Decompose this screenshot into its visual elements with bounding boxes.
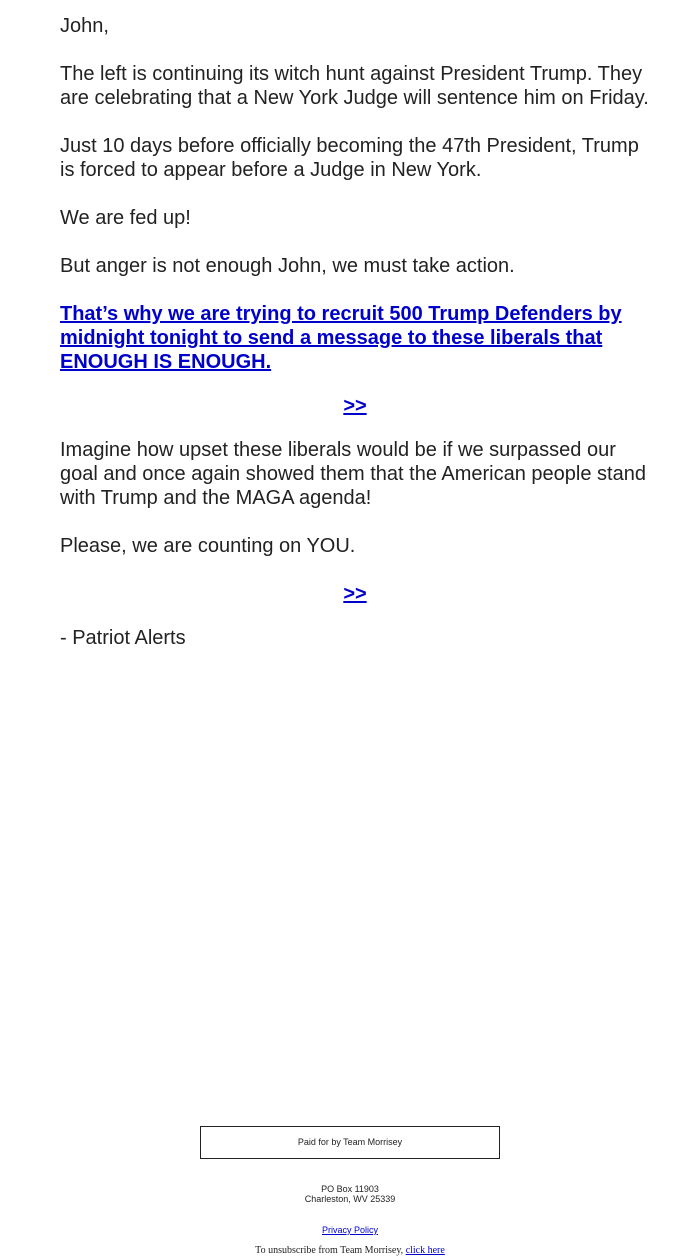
paid-for-box [200, 1126, 500, 1159]
unsubscribe-line [0, 1245, 700, 1256]
paragraph-counting-on-you: Please, we are counting on YOU. [60, 535, 356, 557]
paid-for-text: Paid for by Team Morrisey [297, 1137, 403, 1147]
signature: - Patriot Alerts [60, 627, 186, 649]
greeting: John, [60, 15, 109, 37]
unsubscribe-text: To unsubscribe from Team Morrisey, [255, 1245, 404, 1256]
email-body [60, 14, 650, 674]
address-line-2: Charleston, WV 25339 [304, 1194, 396, 1204]
paragraph-imagine: Imagine how upset these liberals would be if we surpassed our goal and once again showed them that the American people stand with Trump and the MAGA agenda! [60, 439, 646, 509]
arrow-link-1[interactable]: >> [343, 395, 367, 417]
email-footer [0, 1126, 700, 1256]
unsubscribe-link[interactable]: click here [405, 1245, 445, 1256]
recruit-defenders-link[interactable]: That’s why we are trying to recruit 500 Trump Defenders by midnight tonight to send a message to these liberals that ENOUGH IS ENOUGH. [60, 303, 622, 373]
paragraph-take-action: But anger is not enough John, we must take action. [60, 255, 515, 277]
privacy-policy-link[interactable]: Privacy Policy [321, 1225, 378, 1235]
mailing-address [0, 1184, 700, 1204]
paragraph-ten-days: Just 10 days before officially becoming the 47th President, Trump is forced to appear before a Judge in New York. [60, 135, 639, 181]
address-line-1: PO Box 11903 [321, 1184, 379, 1194]
paragraph-witch-hunt: The left is continuing its witch hunt against President Trump. They are celebrating that a New York Judge will sentence him on Friday. [60, 63, 649, 109]
arrow-link-2[interactable]: >> [343, 583, 367, 605]
paragraph-fed-up: We are fed up! [60, 207, 191, 229]
